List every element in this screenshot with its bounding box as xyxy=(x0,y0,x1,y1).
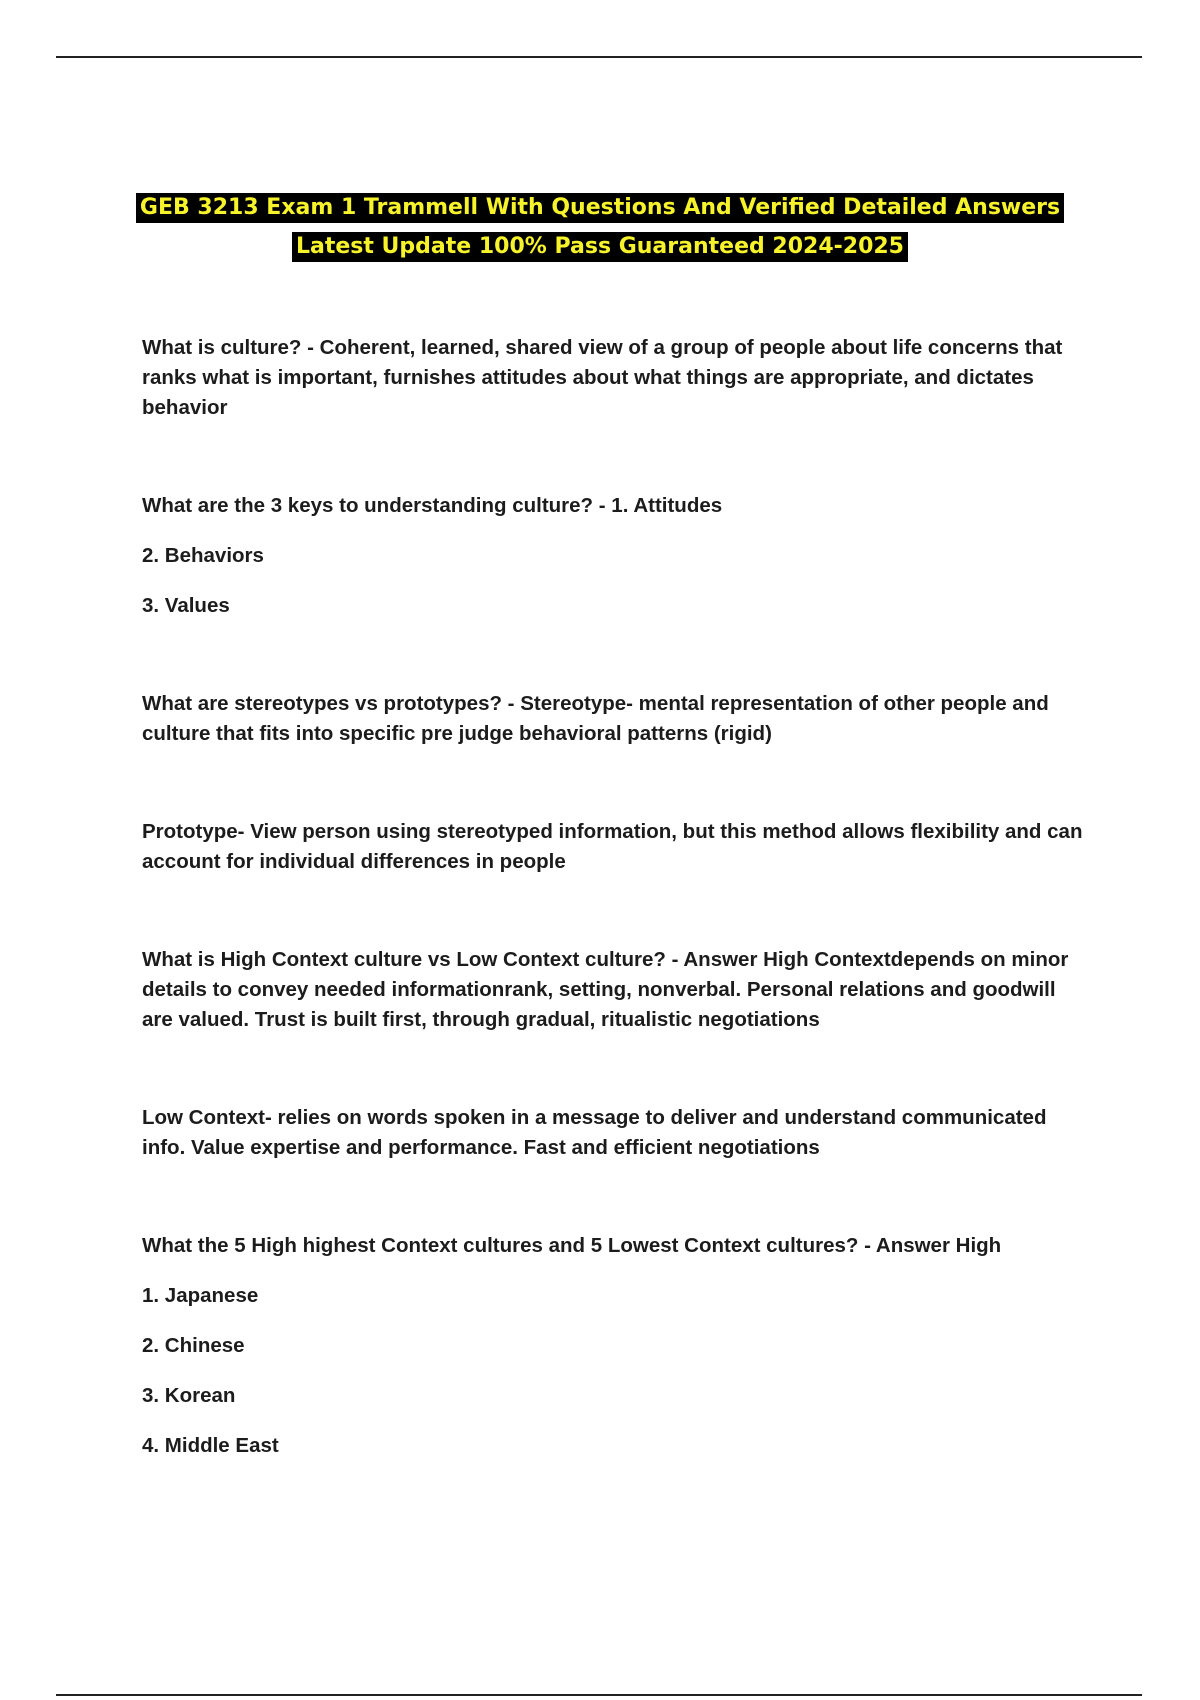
qa-content xyxy=(142,333,1092,1461)
title-line-2: Latest Update 100% Pass Guaranteed 2024-2025 xyxy=(292,232,908,262)
list-item: 3. Korean xyxy=(142,1384,236,1407)
qa-item-culture: What is culture? - Coherent, learned, shared view of a group of people about life concerns that ranks what is important, furnishes attitudes about what things are appropriate, and dictates behavior xyxy=(142,336,1063,419)
title-line-1: GEB 3213 Exam 1 Trammell With Questions And Verified Detailed Answers xyxy=(136,193,1064,223)
list-item: 3. Values xyxy=(142,594,230,617)
list-item: 4. Middle East xyxy=(142,1434,279,1457)
qa-item-high-context-continued: Low Context- relies on words spoken in a message to deliver and understand communicated info. Value expertise and performance. Fast and efficient negotiations xyxy=(142,1106,1047,1159)
qa-item-stereotypes: What are stereotypes vs prototypes? - Stereotype- mental representation of other people and culture that fits into specific pre judge behavioral patterns (rigid) xyxy=(142,692,1049,745)
list-item: 1. Japanese xyxy=(142,1284,259,1307)
qa-item-three-keys: What are the 3 keys to understanding culture? - 1. Attitudes xyxy=(142,494,723,517)
top-rule xyxy=(56,56,1142,58)
bottom-rule xyxy=(56,1694,1142,1696)
qa-item-high-context: What is High Context culture vs Low Context culture? - Answer High Contextdepends on minor details to convey needed informationrank, setting, nonverbal. Personal relations and goodwill are valued. Trust is built first, through gradual, ritualistic negotiations xyxy=(142,948,1069,1031)
qa-item-stereotypes-continued: Prototype- View person using stereotyped information, but this method allows flexibility and can account for individual differences in people xyxy=(142,820,1083,873)
list-item: 2. Behaviors xyxy=(142,544,264,567)
qa-item-context-cultures: What the 5 High highest Context cultures and 5 Lowest Context cultures? - Answer High xyxy=(142,1234,1002,1257)
document-title xyxy=(0,190,1200,268)
list-item: 2. Chinese xyxy=(142,1334,245,1357)
